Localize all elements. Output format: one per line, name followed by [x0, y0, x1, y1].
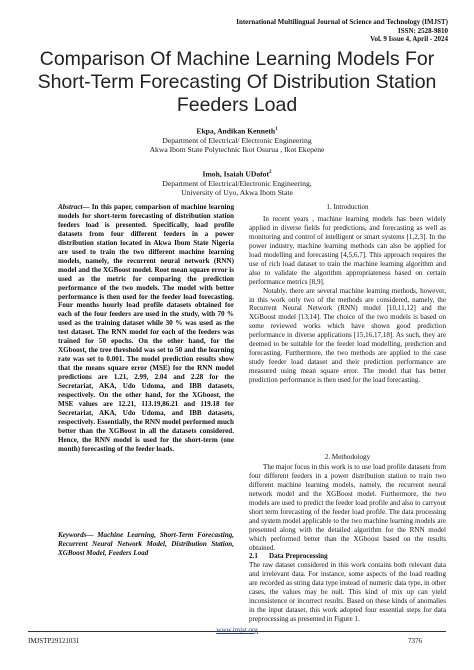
journal-name: International Multilingual Journal of Science and Technology (IMJST)	[236, 18, 448, 26]
author-affiliation: University of Uyo, Akwa Ibom State	[181, 188, 293, 198]
abstract	[58, 203, 234, 454]
introduction-paragraph-2: Notably, there are several machine learning methods, however, in this work only two of the methods are considered, namely, the Recurrent Neural Network (RNN) model [10,11,12] and the XGBoost model [13,14]. The choice of the two models is based on some reviewed works which have shown good prediction performance in diverse applications [15,16,17,18]. As such, they are deemed to be suitable for the feeder load modelling, prediction and forecasting. Furthermore, the two methods are applied to the case study feeder load dataset and their prediction performance are measured using mean square error. The model that has better prediction performance is then used for the load forecasting.	[249, 286, 446, 385]
title-line-2: Short-Term Forecasting Of Distribution Station	[37, 71, 437, 93]
paper-title	[20, 48, 454, 117]
introduction-paragraph-1: In recent years , machine learning models has been widely applied in diverse fields for predictions, and forecasting as well as monitoring and control of intelligent or smart systems [1,2,3]. In the power industry, machine learning methods can also be applied for load modelling and forecasting [4,5,6,7]. This approach requires the use of rich load dataset to train the machine learning algorithm and also to validate the algorithm appropriateness based on certain performance metrics [8,9].	[249, 214, 446, 286]
keywords-label: Keywords—	[58, 531, 94, 539]
journal-website-link[interactable]: www.imjst.org	[216, 626, 258, 634]
author-name: Ekpa, Andikan Kenneth$^1$	[196, 126, 278, 136]
keywords-text: Machine Learning, Short-Term Forecasting, Recurrent Neural Network Model, Distribution Station, XGBoost Model, Feeders Load	[58, 531, 234, 557]
author-name: Imoh, Isaiah UDofot$^2$	[202, 169, 272, 179]
footer-divider	[28, 631, 446, 632]
abstract-label: Abstract—	[58, 203, 90, 211]
introduction-section	[249, 203, 446, 385]
author-department: Department of Electrical/ Electronic Engineering	[162, 135, 312, 145]
methodology-section	[249, 453, 446, 624]
subsection-number: 2.1	[249, 552, 258, 561]
methodology-paragraph-2: The raw dataset considered in this work contains both relevant data and irrelevant data. For instance, some aspects of the load reading are recorded as string data type instead of numeric data type, in other cases, the values may be null. This kind of mix up can yield inconsistence or incorrect results. Based on these kinds of anomalies in the input dataset, this work adopted four essential steps for data preprocessing as presented in Figure 1.	[249, 561, 446, 624]
methodology-heading: 2. Methodology	[324, 453, 371, 461]
title-line-1: Comparison Of Machine Learning Models For	[39, 48, 435, 70]
paper-id: IMJSTP29121031	[28, 637, 80, 645]
journal-issn: ISSN: 2528-9810	[398, 26, 448, 35]
page-number: 7376	[408, 637, 422, 645]
subsection-title: Data Preprocessing	[269, 552, 328, 561]
abstract-text: In this paper, comparison of machine learning models for short-term forecasting of distribution station feeders load is presented. Specifically, load profile datasets from four different feeders in a power distribution station located in Akwa Ibom State Nigeria are used to train the two different machine learning models, namely, the recurrent neural network (RNN) model and the XGBoost model. Root mean square error is used as the metric for comparing the prediction performance of the two models. The model with better performance is then used for the feeder load forecasting. Four months hourly load profile datasets obtained for each of the four feeders are used in the study, with 70 % used as the training dataset while 30 % was used as the test dataset. The RNN model for each of the feeders was trained for 50 epochs. On the other hand, for the XGboost, the tree threshold was set to 50 and the learning rate was set to 0.001. The model prediction results show that the means square error (MSE) for the RNN model predictions are 1.21, 2.99, 2.04 and 2.28 for the Secretariat, AKA, Udo Udoma, and IBB datasets, respectively. On the other hand, for the XGboost, the MSE values are 12.21, 113.19,86.21 and 119.18 for Secretariat, AKA, Udo Udoma, and IBB datasets, respectively. Essentially, the RNN model performed much better than the XGBoost in all the datasets considered. Hence, the RNN model is used for the short-term (one month) forecasting of the feeder loads.	[58, 203, 234, 453]
methodology-paragraph-1: The major focus in this work is to use load profile datasets from four different feeders in a power distribution station to train two different machine learning models, namely, the recurrent neural network model and the XGBoost model. Furthermore, the two models are used to predict the feeder load profile and also to carryout short term forecasting of the feeder load profile. The data processing and system model applicable to the two machine learning models are presented along with the detailed algorithm for the RNN model which performed better than the XGboost based on the results obtained.	[249, 462, 446, 552]
author-affiliation: Akwa Ibom State Polytechnic Ikot Osurua , Ikot Ekepene	[149, 145, 325, 155]
keywords	[58, 531, 234, 558]
title-line-3: Feeders Load	[176, 94, 298, 116]
journal-volume: Vol. 9 Issue 4, April - 2024	[370, 35, 448, 43]
journal-header	[236, 18, 448, 44]
introduction-heading: 1. Introduction	[326, 203, 369, 211]
author-department: Department of Electrical/Electronic Engineering,	[162, 178, 312, 188]
subsection-heading	[249, 552, 446, 561]
author-2	[20, 168, 454, 198]
author-1	[20, 125, 454, 155]
